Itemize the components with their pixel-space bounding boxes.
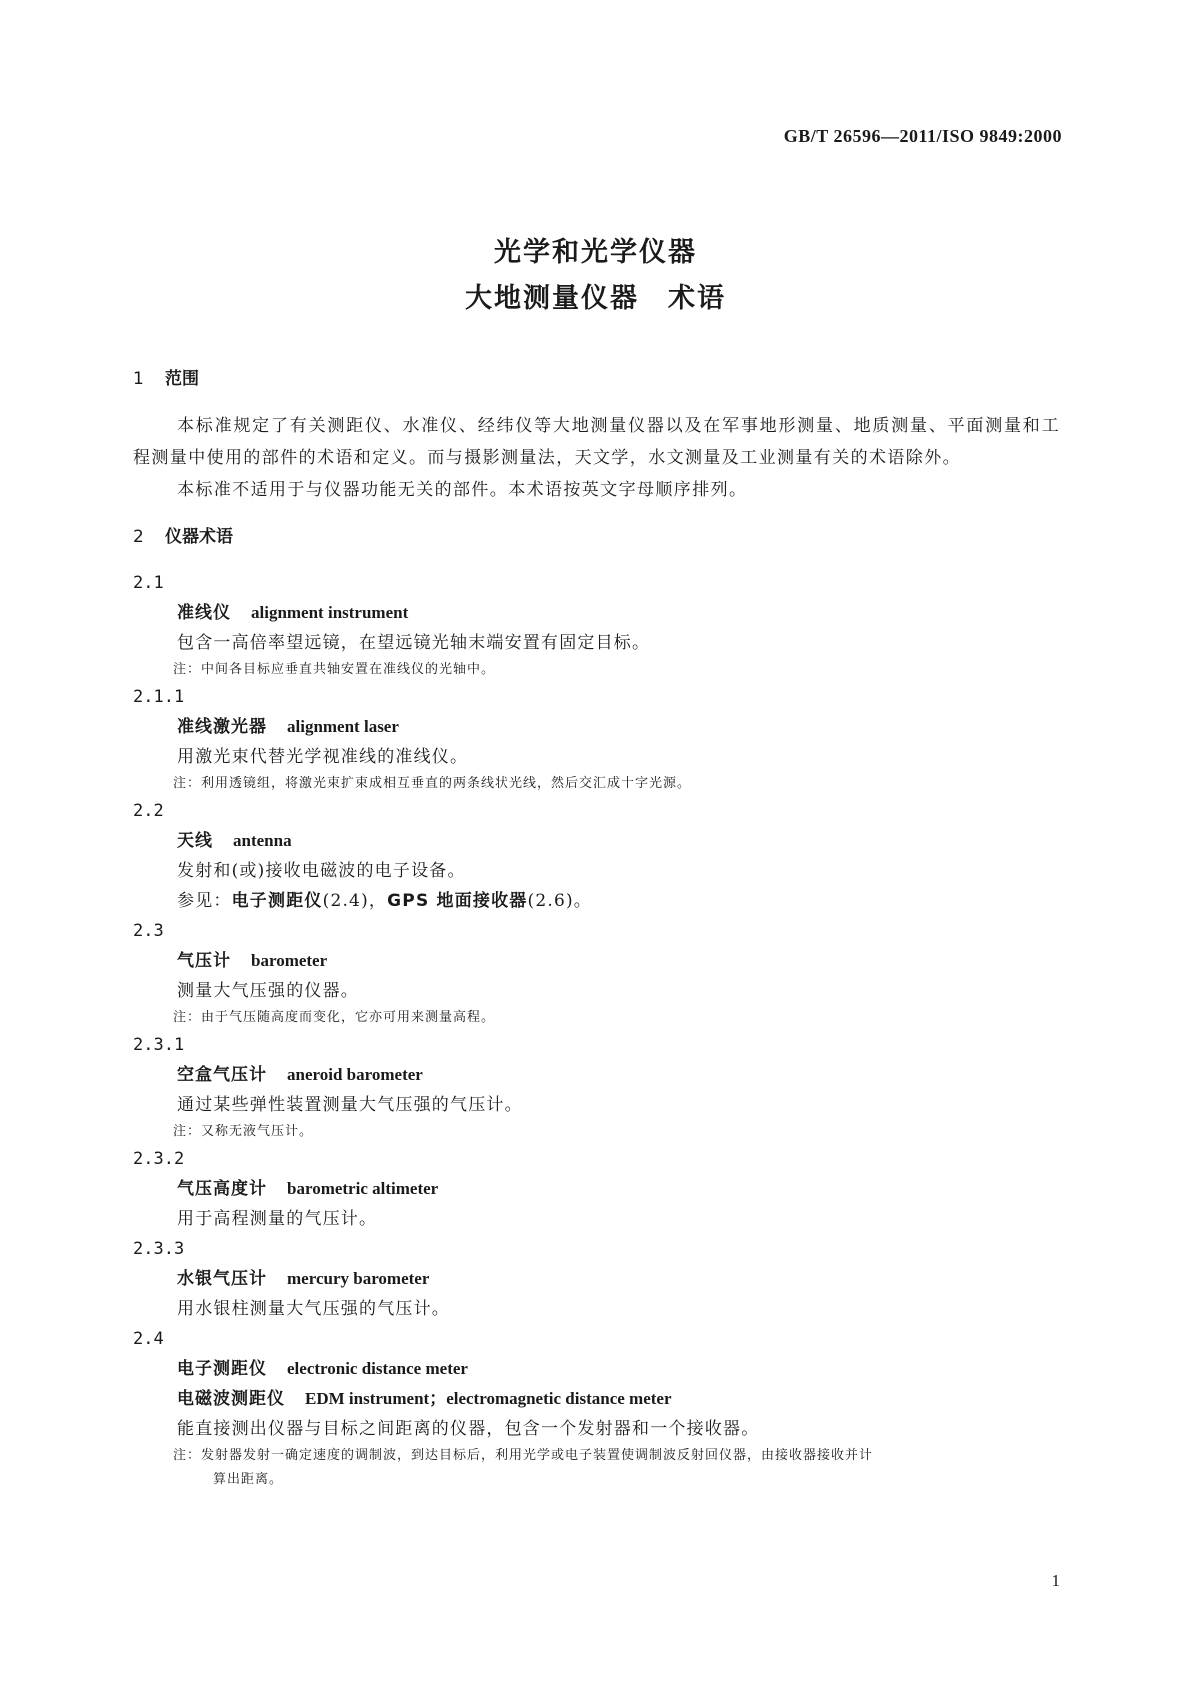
term-heading [133, 1264, 1060, 1294]
term-definition: 能直接测出仪器与目标之间距离的仪器，包含一个发射器和一个接收器。 [177, 1419, 760, 1439]
entry-number: 2.3.2 [133, 1149, 185, 1169]
section-title: 范围 [165, 369, 199, 389]
note-line-2: 算出距离。 [213, 1472, 284, 1487]
section-heading-terms [133, 522, 1060, 547]
entry-number: 2.3 [133, 921, 164, 941]
term-definition: 用于高程测量的气压计。 [177, 1209, 378, 1229]
entry-number: 2.1.1 [133, 687, 185, 707]
term-en: alignment laser [287, 717, 399, 736]
term-definition: 用激光束代替光学视准线的准线仪。 [177, 747, 469, 767]
ref-term-link: 电子测距仪 [231, 891, 323, 911]
document-title-line1: 光学和光学仪器 [494, 237, 697, 268]
document-body [133, 364, 1060, 1492]
term-definition: 包含一高倍率望远镜，在望远镜光轴末端安置有固定目标。 [177, 633, 651, 653]
term-en: electronic distance meter [287, 1359, 468, 1378]
term-zh: 电磁波测距仪 [177, 1389, 285, 1409]
term-cross-reference [133, 886, 1060, 916]
section-heading-scope [133, 364, 1060, 389]
term-zh: 水银气压计 [177, 1269, 267, 1289]
term-en: EDM instrument；electromagnetic distance meter [305, 1389, 672, 1408]
ref-number: (2.6)。 [527, 891, 593, 911]
entry-number: 2.4 [133, 1329, 164, 1349]
term-zh: 气压计 [177, 951, 231, 971]
ref-prefix: 参见： [177, 891, 232, 911]
term-definition: 通过某些弹性装置测量大气压强的气压计。 [177, 1095, 523, 1115]
term-zh: 天线 [177, 831, 213, 851]
term-note: 注：利用透镜组，将激光束扩束成相互垂直的两条线状光线，然后交汇成十字光源。 [173, 776, 692, 791]
section-number: 2 [133, 527, 144, 547]
term-en: barometer [251, 951, 328, 970]
term-heading [133, 1354, 1060, 1384]
term-zh: 空盒气压计 [177, 1065, 267, 1085]
entry-number: 2.2 [133, 801, 164, 821]
term-note [133, 1444, 1060, 1492]
standard-number: GB/T 26596—2011/ISO 9849:2000 [783, 126, 1062, 146]
term-heading [133, 1060, 1060, 1090]
entry-number: 2.3.1 [133, 1035, 185, 1055]
ref-term-link: GPS 地面接收器 [387, 891, 528, 911]
section-number: 1 [133, 369, 144, 389]
term-heading [133, 946, 1060, 976]
term-en: mercury barometer [287, 1269, 430, 1288]
term-en: antenna [233, 831, 292, 850]
entry-number: 2.3.3 [133, 1239, 185, 1259]
term-heading [133, 826, 1060, 856]
term-heading [133, 598, 1060, 628]
term-heading [133, 712, 1060, 742]
term-zh: 准线仪 [177, 603, 231, 623]
term-note: 注：又称无液气压计。 [173, 1124, 314, 1139]
term-heading [133, 1174, 1060, 1204]
entry-number: 2.1 [133, 573, 164, 593]
term-en: barometric altimeter [287, 1179, 439, 1198]
term-zh: 准线激光器 [177, 717, 267, 737]
document-title-line2: 大地测量仪器 术语 [465, 283, 726, 314]
ref-number: (2.4)， [322, 891, 388, 911]
term-en: aneroid barometer [287, 1065, 423, 1084]
term-zh: 电子测距仪 [177, 1359, 267, 1379]
term-en: alignment instrument [251, 603, 409, 622]
term-zh: 气压高度计 [177, 1179, 267, 1199]
section-title: 仪器术语 [165, 527, 233, 547]
note-line-1: 注：发射器发射一确定速度的调制波，到达目标后，利用光学或电子装置使调制波反射回仪器，由接收器接收并计 [173, 1448, 874, 1463]
term-definition: 测量大气压强的仪器。 [177, 981, 359, 1001]
term-definition: 用水银柱测量大气压强的气压计。 [177, 1299, 450, 1319]
scope-paragraph-2: 本标准不适用于与仪器功能无关的部件。本术语按英文字母顺序排列。 [177, 480, 748, 500]
term-note: 注：由于气压随高度而变化，它亦可用来测量高程。 [173, 1010, 496, 1025]
page-number: 1 [1051, 1571, 1060, 1590]
term-note: 注：中间各目标应垂直共轴安置在准线仪的光轴中。 [173, 662, 496, 677]
scope-paragraph-1: 本标准规定了有关测距仪、水准仪、经纬仪等大地测量仪器以及在军事地形测量、地质测量、平面测量和工程测量中使用的部件的术语和定义。而与摄影测量法，天文学，水文测量及工业测量有关的术语除外。 [133, 416, 1060, 468]
term-heading-synonym [133, 1384, 1060, 1414]
term-definition: 发射和(或)接收电磁波的电子设备。 [177, 861, 466, 881]
